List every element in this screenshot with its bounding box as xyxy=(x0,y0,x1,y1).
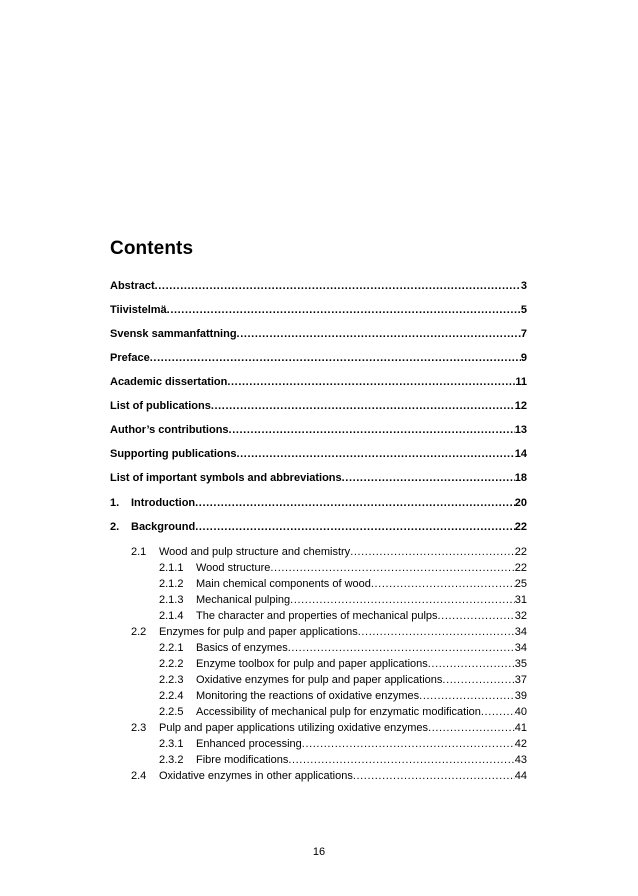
toc-entry-number: 2.3.1 xyxy=(159,738,184,750)
toc-dot-leader xyxy=(288,642,515,655)
toc-entry-page: 7 xyxy=(520,328,527,340)
toc-dot-leader xyxy=(350,546,515,559)
toc-entry-title: Background xyxy=(131,521,196,533)
toc-entry-title: Preface xyxy=(110,352,150,364)
toc-entry-title: List of important symbols and abbreviations xyxy=(110,472,342,484)
page-title: Contents xyxy=(110,238,194,259)
toc-entry xyxy=(159,690,527,703)
toc-entry xyxy=(110,376,527,389)
toc-entry-number: 2.1.1 xyxy=(159,562,184,574)
page-number: 16 xyxy=(312,846,326,858)
toc-dot-leader xyxy=(229,424,515,437)
toc-dot-leader xyxy=(211,400,515,413)
toc-dot-leader xyxy=(358,626,515,639)
toc-entry xyxy=(110,304,527,317)
toc-entry xyxy=(159,754,527,767)
toc-entry-page: 41 xyxy=(514,722,527,734)
toc-entry-page: 9 xyxy=(520,352,527,364)
toc-entry xyxy=(159,706,527,719)
toc-entry-title: Abstract xyxy=(110,280,155,292)
toc-entry-title: Wood structure xyxy=(196,562,271,574)
toc-entry-number: 2.4 xyxy=(131,770,147,782)
toc-dot-leader xyxy=(428,658,515,671)
toc-dot-leader xyxy=(227,376,515,389)
toc-entry-title: Monitoring the reactions of oxidative enzymes xyxy=(196,690,420,702)
toc-entry-title: Pulp and paper applications utilizing oxidative enzymes xyxy=(159,722,429,734)
toc-entry-number: 2.3 xyxy=(131,722,147,734)
toc-entry xyxy=(159,610,527,623)
toc-entry-page: 44 xyxy=(514,770,527,782)
toc-entry-page: 22 xyxy=(514,521,527,533)
toc-entry-title: Main chemical components of wood xyxy=(196,578,371,590)
toc-entry-title: List of publications xyxy=(110,400,211,412)
toc-entry xyxy=(110,280,527,293)
toc-entry xyxy=(131,626,527,639)
toc-entry xyxy=(110,400,527,413)
toc-dot-leader xyxy=(353,770,515,783)
toc-entry-page: 34 xyxy=(514,642,527,654)
toc-entry-title: Tiivistelmä xyxy=(110,304,167,316)
toc-entry-page: 12 xyxy=(514,400,527,412)
toc-entry-page: 14 xyxy=(514,448,527,460)
toc-entry-page: 13 xyxy=(514,424,527,436)
toc-entry-page: 32 xyxy=(514,610,527,622)
toc-entry xyxy=(131,722,527,735)
toc-entry-page: 5 xyxy=(520,304,527,316)
toc-entry-number: 2.1.4 xyxy=(159,610,184,622)
toc-entry xyxy=(159,642,527,655)
toc-dot-leader xyxy=(237,448,515,461)
toc-entry-page: 31 xyxy=(514,594,527,606)
toc-entry xyxy=(131,770,527,783)
toc-entry-title: Fibre modifications xyxy=(196,754,289,766)
toc-dot-leader xyxy=(428,722,515,735)
toc-entry-page: 35 xyxy=(514,658,527,670)
toc-entry-page: 37 xyxy=(514,674,527,686)
toc-entry-title: Basics of enzymes xyxy=(196,642,288,654)
toc-entry-title: Introduction xyxy=(131,497,196,509)
toc-entry-page: 22 xyxy=(514,562,527,574)
toc-entry-title: Supporting publications xyxy=(110,448,237,460)
toc-entry-number: 2.2 xyxy=(131,626,147,638)
toc-dot-leader xyxy=(371,578,515,591)
toc-entry-title: Author’s contributions xyxy=(110,424,229,436)
toc-entry-page: 11 xyxy=(515,376,527,388)
toc-dot-leader xyxy=(290,594,515,607)
toc-entry xyxy=(110,472,527,485)
toc-dot-leader xyxy=(195,497,515,510)
toc-entry-number: 2.2.1 xyxy=(159,642,184,654)
toc-entry-title: Wood and pulp structure and chemistry xyxy=(159,546,351,558)
toc-dot-leader xyxy=(481,706,515,719)
toc-entry-title: Enhanced processing xyxy=(196,738,302,750)
toc-entry xyxy=(110,352,527,365)
toc-entry-page: 22 xyxy=(514,546,527,558)
toc-entry-number: 1. xyxy=(110,497,120,509)
toc-entry-page: 43 xyxy=(514,754,527,766)
toc-entry xyxy=(159,738,527,751)
toc-dot-leader xyxy=(150,352,521,365)
toc-entry-page: 3 xyxy=(520,280,527,292)
toc-entry-page: 34 xyxy=(514,626,527,638)
toc-entry-page: 18 xyxy=(514,472,527,484)
toc-entry-title: Svensk sammanfattning xyxy=(110,328,237,340)
toc-entry xyxy=(110,448,527,461)
toc-entry-title: Oxidative enzymes in other applications xyxy=(159,770,353,782)
toc-dot-leader xyxy=(237,328,521,341)
toc-dot-leader xyxy=(419,690,515,703)
toc-entry xyxy=(159,594,527,607)
toc-entry-number: 2. xyxy=(110,521,120,533)
toc-entry-page: 39 xyxy=(514,690,527,702)
toc-entry-number: 2.2.2 xyxy=(159,658,184,670)
toc-entry xyxy=(110,497,527,510)
toc-dot-leader xyxy=(270,562,514,575)
toc-entry xyxy=(110,424,527,437)
toc-entry-number: 2.1 xyxy=(131,546,147,558)
toc-dot-leader xyxy=(442,674,514,687)
toc-entry-number: 2.2.5 xyxy=(159,706,184,718)
toc-entry xyxy=(159,674,527,687)
toc-dot-leader xyxy=(195,521,515,534)
toc-dot-leader xyxy=(342,472,515,485)
toc-entry-page: 42 xyxy=(514,738,527,750)
toc-entry xyxy=(110,521,527,534)
toc-entry-number: 2.2.3 xyxy=(159,674,184,686)
toc-dot-leader xyxy=(302,738,515,751)
toc-entry-number: 2.2.4 xyxy=(159,690,184,702)
toc-entry xyxy=(159,658,527,671)
toc-dot-leader xyxy=(155,280,521,293)
toc-dot-leader xyxy=(288,754,514,767)
toc-entry-title: Academic dissertation xyxy=(110,376,228,388)
toc-dot-leader xyxy=(167,304,521,317)
toc-entry-page: 20 xyxy=(514,497,527,509)
toc-entry-title: Enzyme toolbox for pulp and paper applications xyxy=(196,658,428,670)
toc-entry-page: 40 xyxy=(514,706,527,718)
toc-entry-page: 25 xyxy=(514,578,527,590)
toc-entry-title: Oxidative enzymes for pulp and paper applications xyxy=(196,674,443,686)
toc-entry-title: Enzymes for pulp and paper applications xyxy=(159,626,358,638)
toc-entry-title: The character and properties of mechanical pulps xyxy=(196,610,438,622)
toc-entry xyxy=(110,328,527,341)
toc-entry-number: 2.1.3 xyxy=(159,594,184,606)
toc-entry xyxy=(159,562,527,575)
toc-entry-number: 2.1.2 xyxy=(159,578,184,590)
toc-entry-title: Accessibility of mechanical pulp for enzymatic modification xyxy=(196,706,481,718)
toc-entry-title: Mechanical pulping xyxy=(196,594,291,606)
toc-entry xyxy=(159,578,527,591)
toc-entry-number: 2.3.2 xyxy=(159,754,184,766)
toc-dot-leader xyxy=(438,610,515,623)
toc-entry xyxy=(131,546,527,559)
